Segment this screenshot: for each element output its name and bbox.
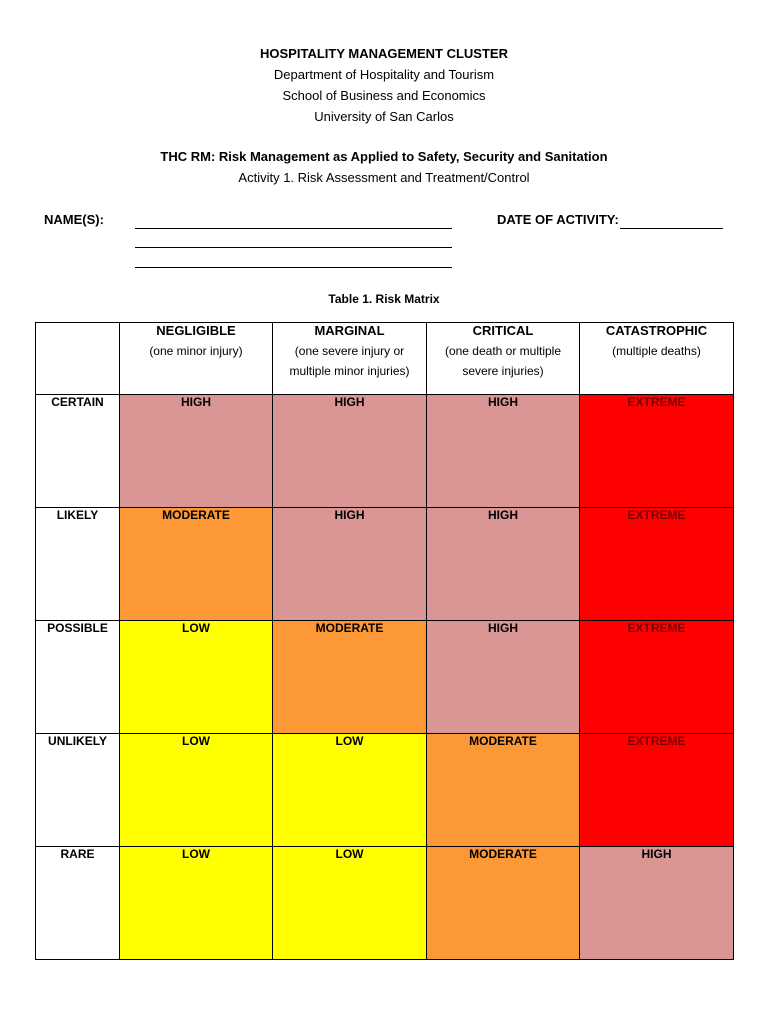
- column-header-catastrophic: [580, 323, 734, 395]
- cluster-title: HOSPITALITY MANAGEMENT CLUSTER: [260, 46, 508, 61]
- column-description: (one minor injury): [149, 344, 243, 358]
- risk-cell: MODERATE: [427, 847, 580, 960]
- matrix-row-possible: [36, 621, 734, 734]
- corner-cell: [36, 323, 120, 395]
- university-line: University of San Carlos: [314, 109, 454, 124]
- risk-cell: LOW: [120, 734, 273, 847]
- risk-cell: HIGH: [120, 395, 273, 508]
- risk-cell: MODERATE: [273, 621, 427, 734]
- matrix-row-unlikely: [36, 734, 734, 847]
- school-line: School of Business and Economics: [282, 88, 486, 103]
- column-title: NEGLIGIBLE: [156, 323, 236, 338]
- risk-cell: EXTREME: [580, 395, 734, 508]
- risk-cell: HIGH: [580, 847, 734, 960]
- risk-cell: HIGH: [427, 621, 580, 734]
- risk-cell: HIGH: [427, 395, 580, 508]
- column-title: MARGINAL: [314, 323, 385, 338]
- column-description: (one severe injury or multiple minor injuries): [289, 344, 410, 378]
- matrix-row-rare: [36, 847, 734, 960]
- matrix-row-certain: [36, 395, 734, 508]
- risk-cell: HIGH: [427, 508, 580, 621]
- matrix-row-likely: [36, 508, 734, 621]
- column-header-marginal: [273, 323, 427, 395]
- row-label: UNLIKELY: [36, 734, 120, 847]
- course-title: THC RM: Risk Management as Applied to Safety, Security and Sanitation: [160, 149, 608, 164]
- risk-cell: MODERATE: [427, 734, 580, 847]
- row-label: LIKELY: [36, 508, 120, 621]
- row-label: POSSIBLE: [36, 621, 120, 734]
- risk-matrix-table: [35, 322, 734, 960]
- column-header-negligible: [120, 323, 273, 395]
- risk-cell: EXTREME: [580, 621, 734, 734]
- row-label: RARE: [36, 847, 120, 960]
- column-header-critical: [427, 323, 580, 395]
- risk-cell: EXTREME: [580, 734, 734, 847]
- risk-cell: LOW: [273, 847, 427, 960]
- date-label: DATE OF ACTIVITY:: [497, 212, 619, 227]
- row-label: CERTAIN: [36, 395, 120, 508]
- column-description: (multiple deaths): [612, 344, 701, 358]
- risk-cell: LOW: [120, 847, 273, 960]
- risk-cell: HIGH: [273, 395, 427, 508]
- column-title: CRITICAL: [472, 323, 534, 338]
- table-caption: Table 1. Risk Matrix: [328, 292, 440, 306]
- column-title: CATASTROPHIC: [605, 323, 708, 338]
- date-field[interactable]: [620, 228, 723, 229]
- risk-cell: MODERATE: [120, 508, 273, 621]
- risk-cell: LOW: [120, 621, 273, 734]
- activity-title: Activity 1. Risk Assessment and Treatment/Control: [238, 170, 530, 185]
- names-label: NAME(S):: [44, 212, 104, 227]
- risk-cell: HIGH: [273, 508, 427, 621]
- risk-cell: LOW: [273, 734, 427, 847]
- risk-cell: EXTREME: [580, 508, 734, 621]
- name-field-1[interactable]: [135, 228, 452, 229]
- name-field-2[interactable]: [135, 247, 452, 248]
- name-field-3[interactable]: [135, 267, 452, 268]
- column-description: (one death or multiple severe injuries): [444, 344, 562, 378]
- department-line: Department of Hospitality and Tourism: [273, 67, 495, 82]
